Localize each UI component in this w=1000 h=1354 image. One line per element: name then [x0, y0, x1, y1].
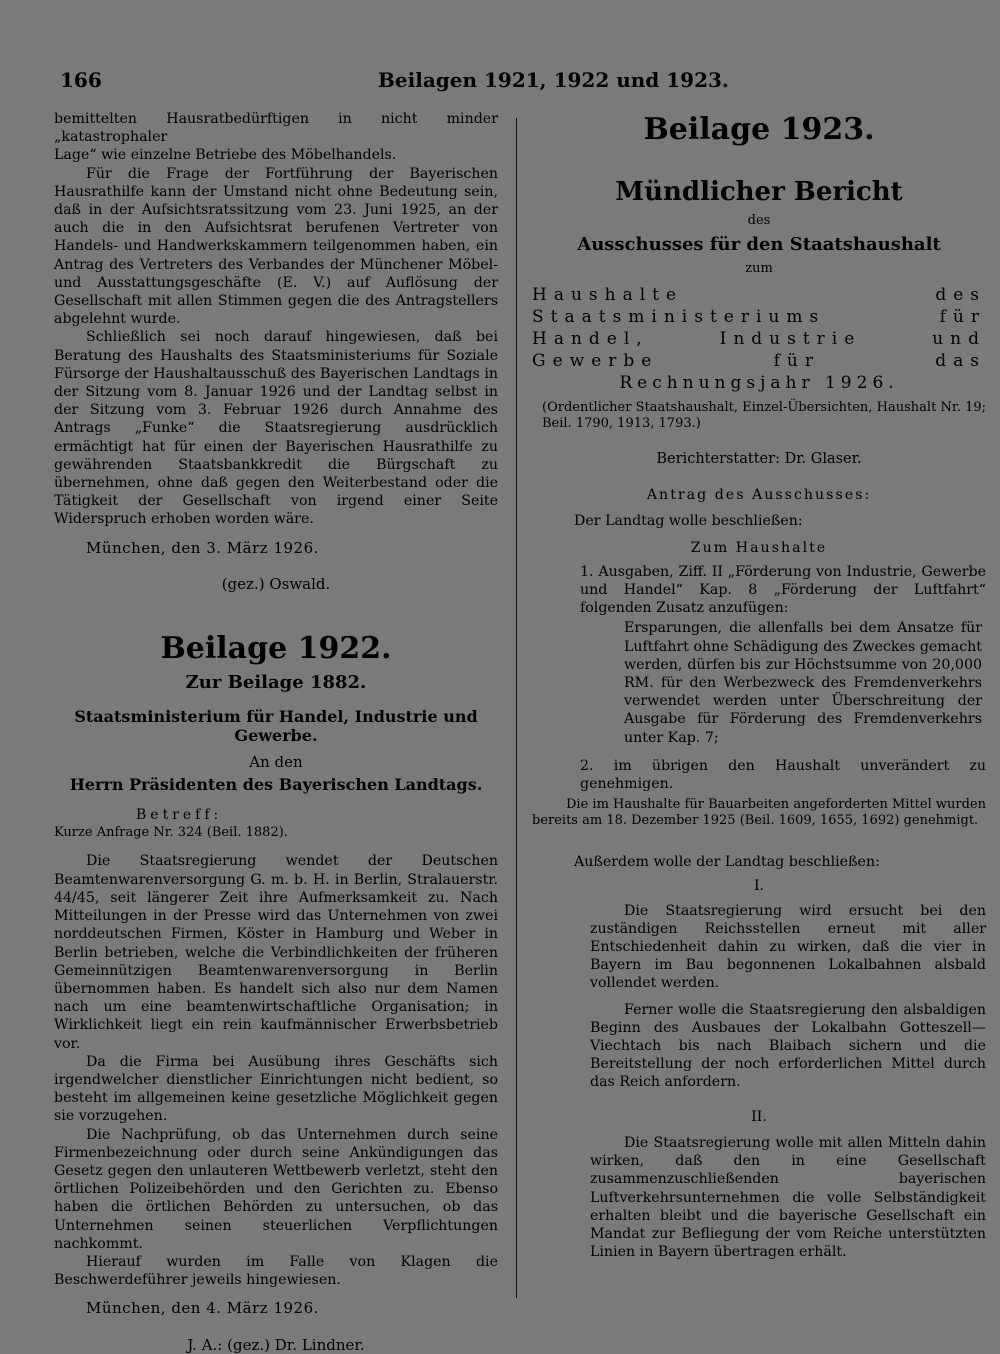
continued-line-1: bemittelten Hausratbedürftigen in nicht minder „katastrophaler [54, 111, 498, 146]
signature: (gez.) Oswald. [221, 574, 331, 593]
right-column [532, 110, 986, 1261]
addressee: Herrn Präsidenten des Bayerischen Landtags. [69, 775, 483, 795]
beilage-1922-title: Beilage 1922. [160, 631, 392, 667]
paragraph-nachpruefung: Die Nachprüfung, ob das Unternehmen durch seine Firmenbezeichnung oder durch seine Ankündigungen das Gesetz gegen den unlauteren Wettbewerb verletzt, steht den örtlichen Polizeibehörden und den Gerichten zu. Ebenso haben die örtlichen Behörden zu untersuchen, ob das Unternehmen seinen steuerlichen Verpflichtungen nachkommt. [54, 1126, 498, 1252]
item-1-zusatz: Ersparungen, die allenfalls bei dem Ansatze für Luftfahrt ohne Schädigung des Zweckes gemacht werden, dürfen bis zur Höchstsumme von 20,000 RM. für den Werbezweck des Fremdenverkehrs verwendet werden unter Überschreitung der Ausgabe für Förderung des Fremdenverkehrs unter Kap. 7; [624, 620, 982, 746]
page-number: 166 [60, 68, 102, 92]
paragraph-firma: Da die Firma bei Ausübung ihres Geschäfts sich irgendwelcher dienstlicher Einrichtungen nicht bedient, so besteht im allgemeinen keine gesetzliche Möglichkeit gegen sie vorzugehen. [54, 1053, 498, 1125]
addressee-intro: An den [249, 753, 303, 772]
zum-line: zum [745, 261, 773, 276]
running-title: Beilagen 1921, 1922 und 1923. [378, 68, 729, 92]
ministry-heading: Staatsministerium für Handel, Industrie und Gewerbe. [74, 707, 478, 746]
subject-line-3: Rechnungsjahr 1926. [619, 373, 899, 393]
item-2: 2. im übrigen den Haushalt unverändert zu genehmigen. [580, 757, 986, 793]
committee-name: Ausschusses für den Staatshaushalt [577, 234, 941, 255]
motion-heading: Antrag des Ausschusses: [646, 487, 872, 504]
paragraph-hinweis: Hierauf wurden im Falle von Klagen die Beschwerdeführer jeweils hingewiesen. [54, 1253, 498, 1289]
paragraph-schliesslich: Schließlich sei noch darauf hingewiesen, daß bei Beratung des Haushalts des Staatsministeriums für Soziale Fürsorge der Haushaltausschuß des Bayerischen Landtags in der Sitzung vom 8. Januar 1926 und der Landtag selbst in der Sitzung vom 3. Februar 1926 durch Annahme des Antrags „Funke“ die Staatsregierung ausdrücklich ermächtigt hat für einen der Bayerischen Hausrathilfe zu gewährenden Staatsbankkredit die Bürgschaft zu übernehmen, ohne daß gegen den Weiterbestand oder die Tätigkeit der Gesellschaft von irgend einer Seite Widerspruch erhoben worden wäre. [54, 329, 498, 528]
budget-note: (Ordentlicher Staatshaushalt, Einzel-Übersichten, Haushalt Nr. 19; Beil. 1790, 1913, 1793.) [542, 400, 986, 431]
date-line: München, den 3. März 1926. [86, 538, 319, 557]
section-roman-2: II. [751, 1108, 767, 1125]
item-1: 1. Ausgaben, Ziff. II „Förderung von Industrie, Gewerbe und Handel“ Kap. 8 „Förderung der Luftfahrt“ folgenden Zusatz anzufügen: [580, 563, 986, 617]
subject-line-1: Haushalte des Staatsministeriums für [532, 285, 986, 327]
section-1-paragraph-1: Die Staatsregierung wird ersucht bei den zuständigen Reichsstellen erneut mit aller Entschiedenheit dahin zu wirken, daß die vier in Bayern im Bau begonnenen Lokalbahnen alsbald vollendet werden. [590, 902, 986, 992]
betreff-text: Kurze Anfrage Nr. 324 (Beil. 1882). [54, 825, 288, 841]
rapporteur: Berichterstatter: Dr. Glaser. [656, 451, 862, 467]
des-line: des [747, 213, 771, 228]
footnote-bauarbeiten: Die im Haushalte für Bauarbeiten angeforderten Mittel wurden bereits am 18. Dezember 1925 (Beil. 1609, 1655, 1692) genehmigt. [532, 797, 986, 829]
date-line-2: München, den 4. März 1926. [86, 1299, 319, 1318]
zum-haushalte: Zum Haushalte [690, 539, 828, 556]
page-header [60, 64, 980, 98]
continued-line-2: Lage“ wie einzelne Betriebe des Möbelhandels. [54, 147, 397, 164]
paragraph-beamtenwarenversorgung: Die Staatsregierung wendet der Deutschen Beamtenwarenversorgung G. m. b. H. in Berlin, Stralauerstr. 44/45, seit längerer Zeit ihre Aufmerksamkeit zu. Nach Mitteilungen in der Presse wird das Unternehmen von zwei norddeutschen Firmen, Köster in Hamburg und Weber in Berlin betrieben, welche die Verbindlichkeiten der früheren Gemeinnützigen Beamtenwarenversorgung in Berlin übernommen haben. Es handelt sich also nur dem Namen nach um eine beamtenwirtschaftliche Organisation; in Wirklichkeit liegt ein rein kaufmännischer Erwerbsbetrieb vor. [54, 853, 498, 1052]
subject-line-2: Handel, Industrie und Gewerbe für das [532, 329, 986, 371]
section-2-paragraph-1: Die Staatsregierung wolle mit allen Mitteln dahin wirken, daß den in eine Gesellschaft zusammenzuschließenden bayerischen Luftverkehrsunternehmen die volle Selbständigkeit erhalten bleibt und die bayerische Gesellschaft ein Mandat zur Befliegung der vom Reiche unterstützten Linien in Bayern übertragen erhält. [590, 1134, 986, 1261]
report-title: Mündlicher Bericht [615, 177, 903, 207]
section-roman-1: I. [753, 878, 765, 895]
landtag-resolve: Der Landtag wolle beschließen: [574, 513, 803, 530]
zur-beilage: Zur Beilage 1882. [185, 672, 367, 694]
signature-2: J. A.: (gez.) Dr. Lindner. [187, 1335, 365, 1354]
section-1-paragraph-2: Ferner wolle die Staatsregierung den alsbaldigen Beginn des Ausbaues der Lokalbahn Gotteszell—Viechtach bis nach Blaibach sichern und die Bereitstellung der noch erforderlichen Mittel durch das Reich anfordern. [590, 1001, 986, 1091]
left-column [54, 110, 498, 1354]
paragraph-hausrathilfe: Für die Frage der Fortführung der Bayerischen Hausrathilfe kann der Umstand nicht ohne Bedeutung sein, daß in der Aufsichtsratssitzung vom 23. Juni 1925, an der auch die in den Aufsichtsrat berufenen Vertreter von Handels- und Handwerkskammern teilgenommen haben, ein Antrag des Vertreters des Verbandes der Münchener Möbel- und Ausstattungsgeschäfte (E. V.) auf Auflösung der Gesellschaft mit allen Stimmen gegen die des Antragstellers abgelehnt wurde. [54, 165, 498, 328]
ausserdem-resolve: Außerdem wolle der Landtag beschließen: [574, 854, 880, 871]
beilage-1923-title: Beilage 1923. [643, 112, 875, 147]
betreff-label: Betreff: [136, 807, 223, 824]
column-divider [516, 118, 517, 1298]
